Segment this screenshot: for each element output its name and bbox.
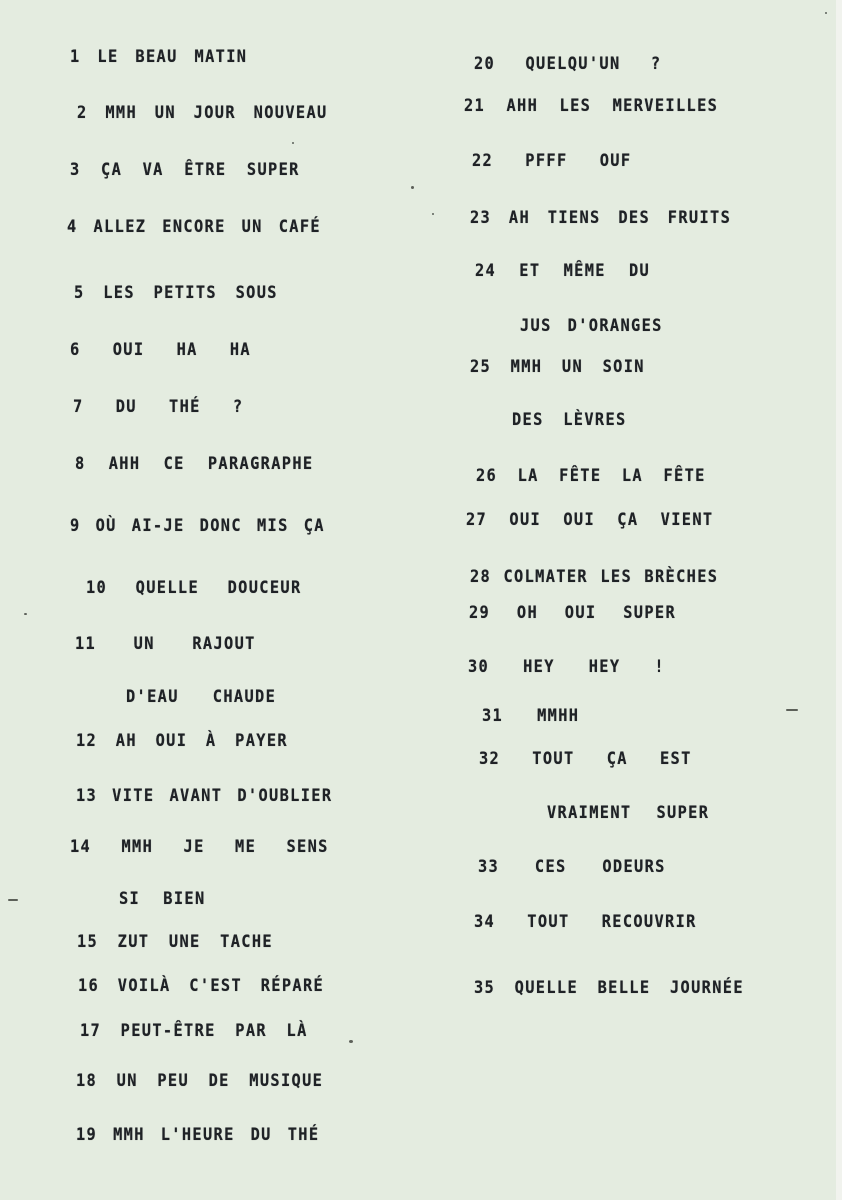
text-line: 27 OUI OUI ÇA VIENT xyxy=(466,510,714,530)
paper-speck xyxy=(786,709,798,711)
text-line: D'EAU CHAUDE xyxy=(126,687,277,707)
text-line: 2 MMH UN JOUR NOUVEAU xyxy=(77,103,328,123)
text-line: 32 TOUT ÇA EST xyxy=(479,749,692,769)
text-line: 21 AHH LES MERVEILLES xyxy=(464,96,719,116)
text-line: 24 ET MÊME DU xyxy=(475,261,651,281)
text-line: 12 AH OUI À PAYER xyxy=(76,731,288,751)
text-line: VRAIMENT SUPER xyxy=(547,803,710,823)
text-line: 17 PEUT-ÊTRE PAR LÀ xyxy=(80,1021,308,1041)
paper-speck xyxy=(24,613,27,615)
text-line: 16 VOILÀ C'EST RÉPARÉ xyxy=(78,976,325,996)
text-line: 3 ÇA VA ÊTRE SUPER xyxy=(70,160,300,180)
text-line: 30 HEY HEY ! xyxy=(468,657,665,677)
paper-speck xyxy=(432,213,434,215)
text-line: 5 LES PETITS SOUS xyxy=(74,283,278,303)
text-line: 31 MMHH xyxy=(482,706,580,726)
text-line: 10 QUELLE DOUCEUR xyxy=(86,578,302,598)
text-line: 8 AHH CE PARAGRAPHE xyxy=(75,454,314,474)
text-line: 19 MMH L'HEURE DU THÉ xyxy=(76,1125,320,1145)
text-line: 22 PFFF OUF xyxy=(472,151,632,171)
text-line: JUS D'ORANGES xyxy=(520,316,663,336)
text-line: 34 TOUT RECOUVRIR xyxy=(474,912,697,932)
text-line: 11 UN RAJOUT xyxy=(75,634,256,654)
text-line: 6 OUI HA HA xyxy=(70,340,251,360)
text-line: 14 MMH JE ME SENS xyxy=(70,837,329,857)
text-line: 26 LA FÊTE LA FÊTE xyxy=(476,466,706,486)
text-line: 23 AH TIENS DES FRUITS xyxy=(470,208,732,228)
paper-speck xyxy=(292,142,294,144)
text-line: 20 QUELQU'UN ? xyxy=(474,54,662,74)
text-line: 18 UN PEU DE MUSIQUE xyxy=(76,1071,324,1091)
text-line: 29 OH OUI SUPER xyxy=(469,603,677,623)
text-line: 33 CES ODEURS xyxy=(478,857,666,877)
text-line: 7 DU THÉ ? xyxy=(73,397,244,417)
text-line: 4 ALLEZ ENCORE UN CAFÉ xyxy=(67,217,321,237)
paper-speck xyxy=(8,899,18,901)
text-line: 28 COLMATER LES BRÈCHES xyxy=(470,567,719,587)
text-line: 25 MMH UN SOIN xyxy=(470,357,645,377)
text-line: 15 ZUT UNE TACHE xyxy=(77,932,273,952)
text-line: 1 LE BEAU MATIN xyxy=(70,47,248,67)
text-line: 9 OÙ AI-JE DONC MIS ÇA xyxy=(70,516,325,536)
paper-speck xyxy=(349,1040,353,1043)
text-line: 13 VITE AVANT D'OUBLIER xyxy=(76,786,333,806)
text-line: SI BIEN xyxy=(119,889,206,909)
paper-speck xyxy=(411,186,414,189)
text-line: DES LÈVRES xyxy=(512,410,627,430)
paper-speck xyxy=(825,12,827,14)
text-line: 35 QUELLE BELLE JOURNÉE xyxy=(474,978,744,998)
